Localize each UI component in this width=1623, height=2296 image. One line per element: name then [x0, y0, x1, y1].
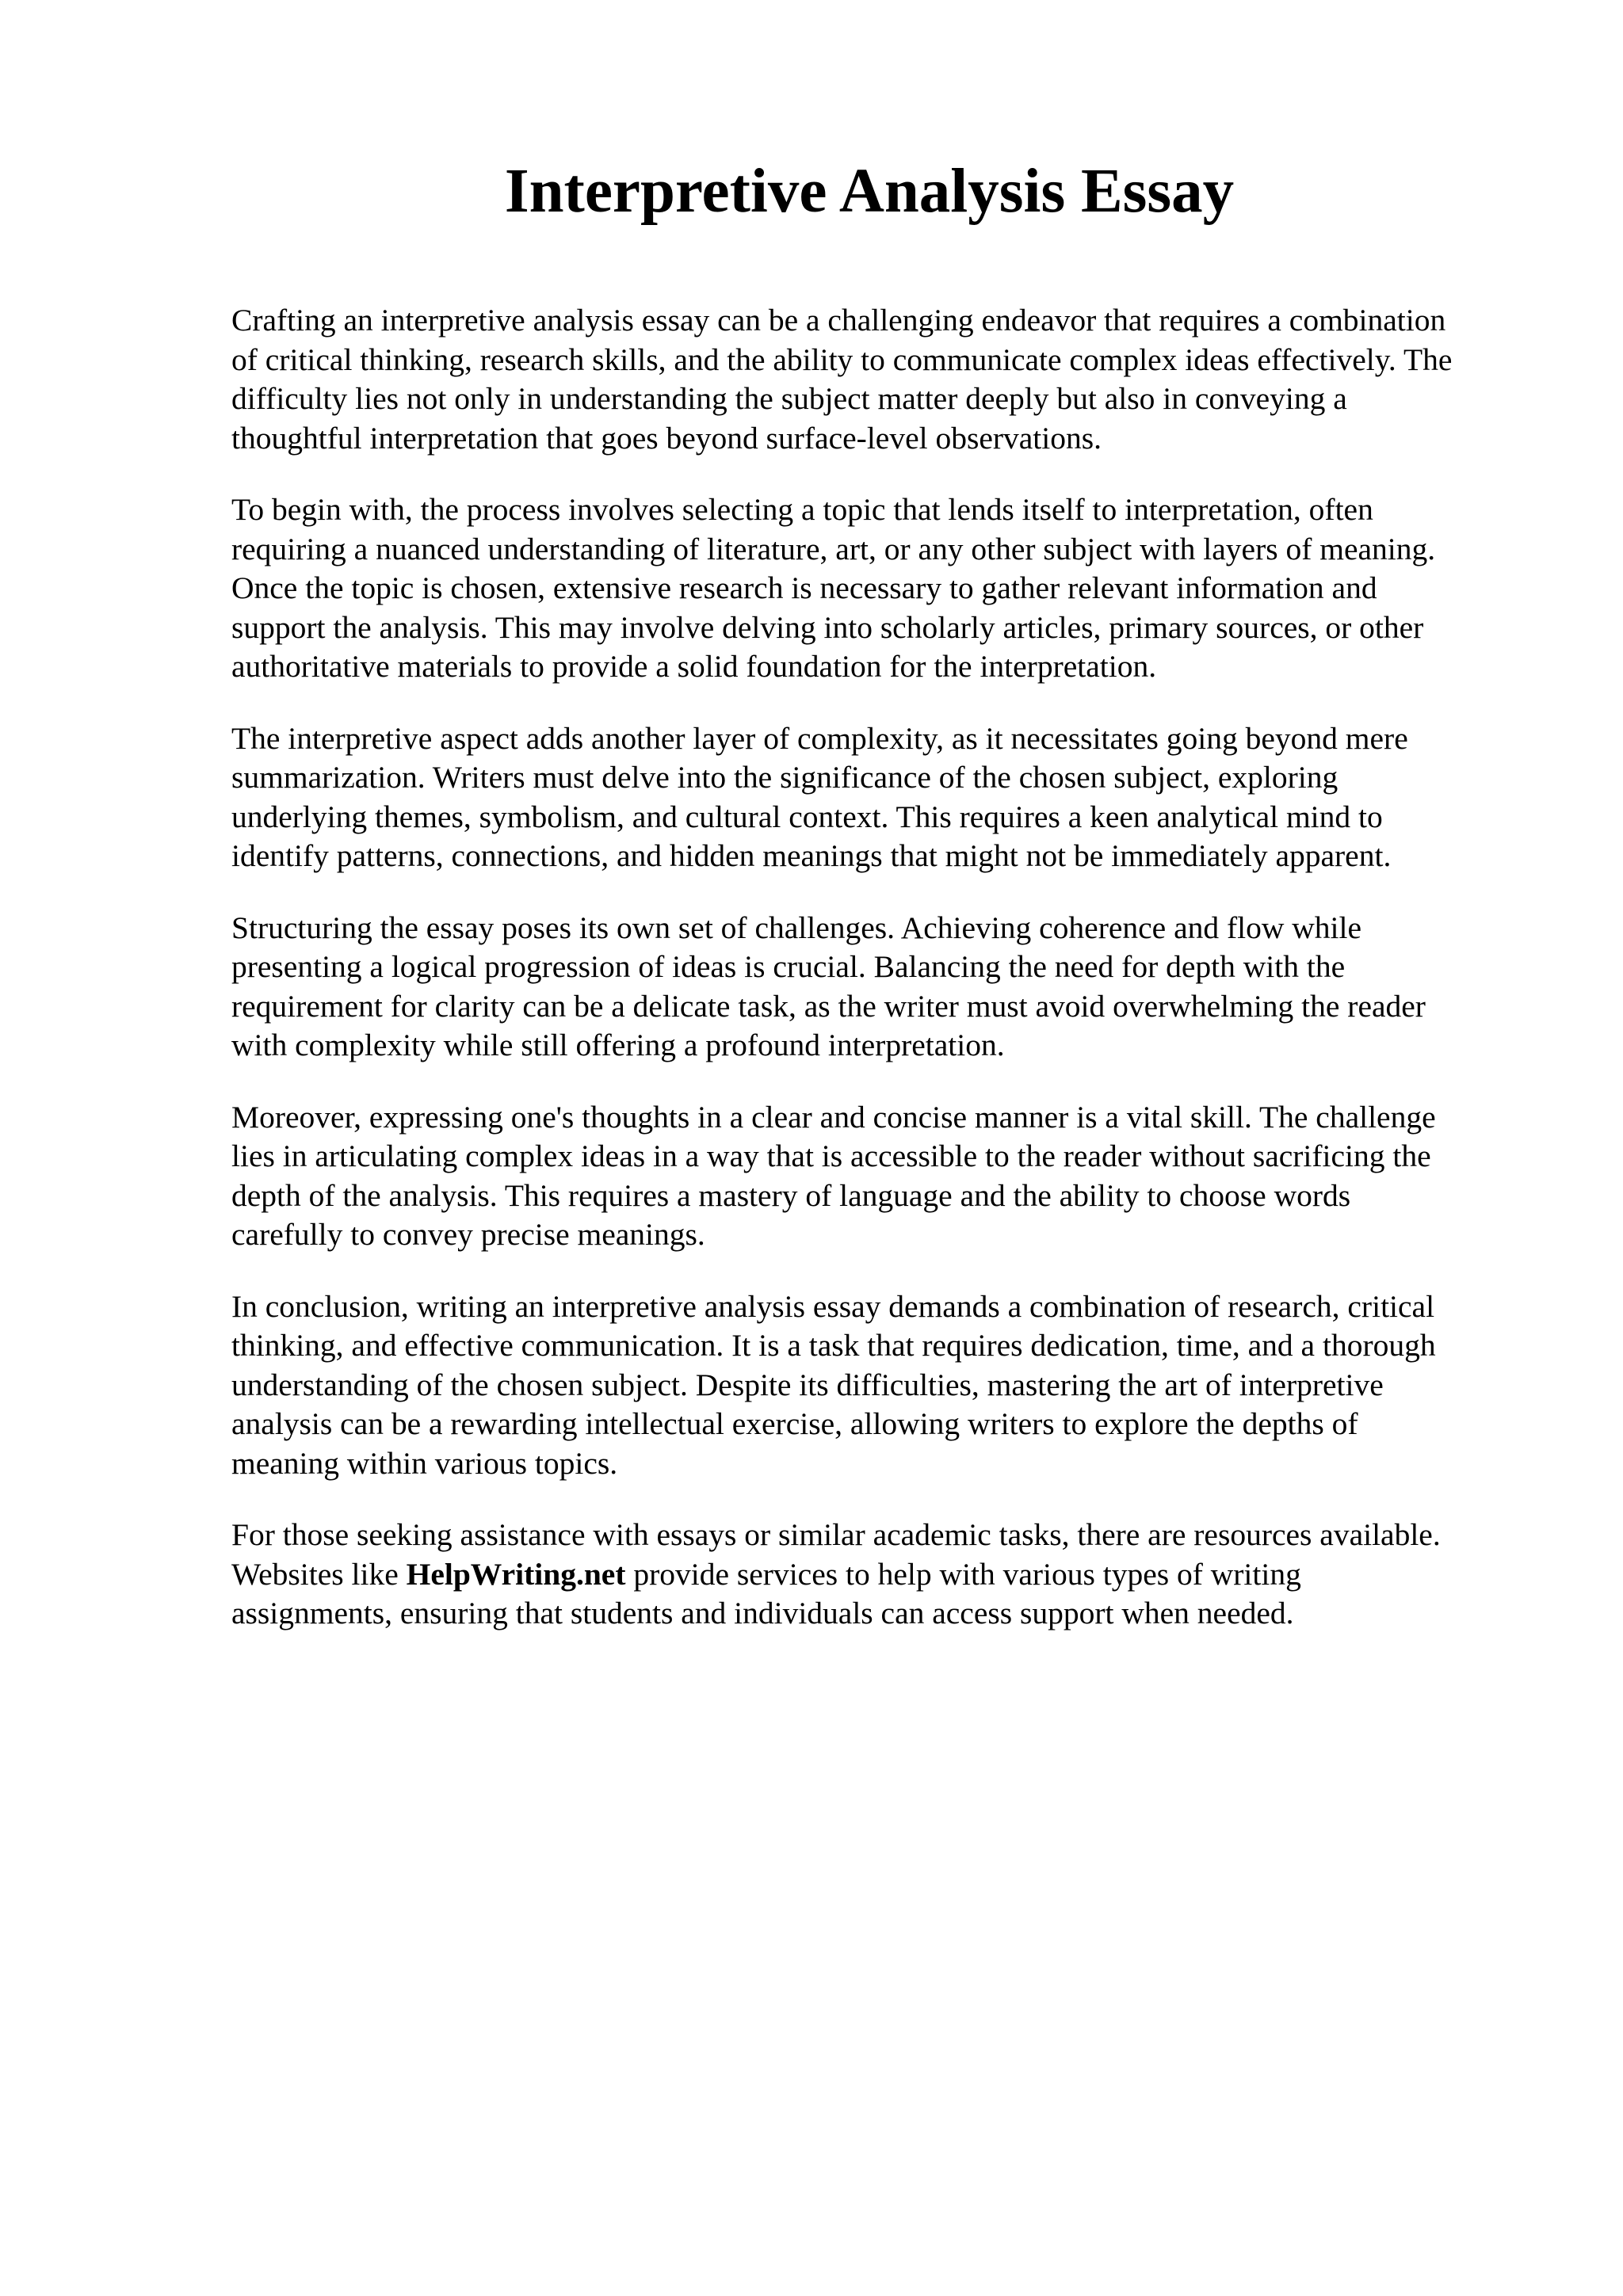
paragraph-5 — [231, 1098, 1531, 1255]
paragraph-line: of critical thinking, research skills, and the ability to communicate complex ideas effectively. The — [231, 341, 1453, 377]
closing-line-2 — [231, 1555, 1531, 1595]
paragraph-line: depth of the analysis. This requires a mastery of language and the ability to choose words — [231, 1177, 1351, 1213]
paragraph-line: thoughtful interpretation that goes beyond surface-level observations. — [231, 420, 1102, 456]
paragraph-line: Crafting an interpretive analysis essay can be a challenging endeavor that requires a combination — [231, 303, 1446, 338]
paragraph-3 — [231, 719, 1531, 876]
closing-paragraph — [231, 1516, 1531, 1634]
paragraph-4 — [231, 909, 1531, 1066]
closing-line-3: assignments, ensuring that students and individuals can access support when needed. — [231, 1596, 1294, 1630]
paragraph-line: authoritative materials to provide a solid foundation for the interpretation. — [231, 649, 1157, 684]
paragraph-line: requiring a nuanced understanding of literature, art, or any other subject with layers of meaning. — [231, 531, 1436, 566]
closing-text-after: provide services to help with various types of writing — [625, 1556, 1301, 1592]
closing-text-before: Websites like — [231, 1556, 407, 1592]
paragraph-line: lies in articulating complex ideas in a way that is accessible to the reader without sacrificing the — [231, 1138, 1431, 1173]
paragraph-6 — [231, 1287, 1531, 1484]
paragraph-line: understanding of the chosen subject. Despite its difficulties, mastering the art of interpretive — [231, 1367, 1384, 1402]
paragraph-line: analysis can be a rewarding intellectual exercise, allowing writers to explore the depths of — [231, 1406, 1358, 1441]
paragraph-line: carefully to convey precise meanings. — [231, 1217, 705, 1252]
paragraph-line: In conclusion, writing an interpretive analysis essay demands a combination of research, critical — [231, 1288, 1435, 1324]
paragraph-line: identify patterns, connections, and hidden meanings that might not be immediately apparent. — [231, 838, 1392, 873]
closing-line-1: For those seeking assistance with essays or similar academic tasks, there are resources available. — [231, 1517, 1441, 1552]
paragraph-line: Structuring the essay poses its own set of challenges. Achieving coherence and flow while — [231, 910, 1362, 945]
paragraph-line: meaning within various topics. — [231, 1445, 618, 1481]
paragraph-line: with complexity while still offering a profound interpretation. — [231, 1028, 1005, 1062]
paragraph-line: thinking, and effective communication. It is a task that requires dedication, time, and a thorough — [231, 1328, 1436, 1363]
paragraph-line: requirement for clarity can be a delicate task, as the writer must avoid overwhelming the reader — [231, 988, 1426, 1024]
document-body — [231, 301, 1531, 1666]
paragraph-line: difficulty lies not only in understanding the subject matter deeply but also in conveying a — [231, 381, 1347, 416]
paragraph-2 — [231, 490, 1531, 687]
paragraph-line: Once the topic is chosen, extensive research is necessary to gather relevant information and — [231, 570, 1377, 605]
paragraph-line: presenting a logical progression of ideas is crucial. Balancing the need for depth with the — [231, 949, 1346, 984]
paragraph-line: To begin with, the process involves selecting a topic that lends itself to interpretation, often — [231, 492, 1373, 527]
paragraph-line: The interpretive aspect adds another layer of complexity, as it necessitates going beyond mere — [231, 720, 1408, 756]
paragraph-line: support the analysis. This may involve delving into scholarly articles, primary sources, or other — [231, 609, 1424, 645]
paragraph-line: Moreover, expressing one's thoughts in a clear and concise manner is a vital skill. The challenge — [231, 1099, 1436, 1135]
paragraph-line: underlying themes, symbolism, and cultural context. This requires a keen analytical mind to — [231, 799, 1383, 834]
document-title: Interpretive Analysis Essay — [504, 157, 1235, 226]
brand-name: HelpWriting.net — [406, 1556, 626, 1592]
paragraph-1 — [231, 301, 1531, 458]
paragraph-line: summarization. Writers must delve into the significance of the chosen subject, exploring — [231, 760, 1338, 795]
